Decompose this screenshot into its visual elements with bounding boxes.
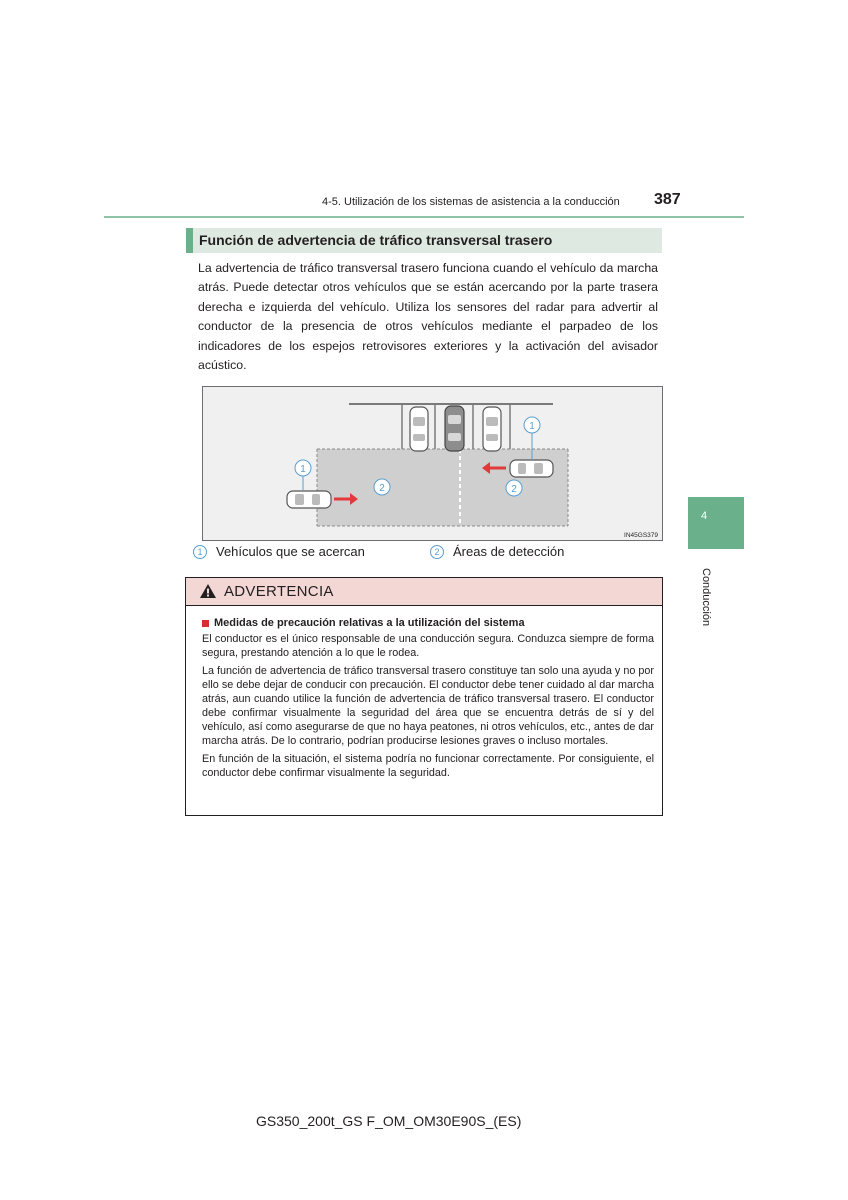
warning-title: ADVERTENCIA: [224, 583, 334, 600]
own-car-reversing: [445, 406, 464, 451]
legend-label-1: Vehículos que se acercan: [216, 544, 365, 559]
section-heading: [186, 228, 662, 253]
warning-box: [185, 577, 663, 816]
warning-body: [202, 617, 654, 784]
legend-number-1: 1: [193, 545, 207, 559]
legend-item-2: [430, 544, 564, 559]
chapter-tab-number: 4: [700, 510, 708, 522]
callout-2-left: [374, 479, 390, 495]
svg-text:2: 2: [379, 483, 385, 494]
warning-subhead-text: Medidas de precaución relativas a la utilización del sistema: [214, 617, 525, 629]
parked-car-left: [410, 407, 428, 451]
callout-2-right: [506, 480, 522, 496]
chapter-tab: [688, 497, 744, 549]
diagram-code: IN45GS379: [624, 532, 658, 539]
legend-number-2: 2: [430, 545, 444, 559]
legend-item-1: [193, 544, 365, 559]
rcta-diagram-svg: [203, 387, 664, 542]
page-number: 387: [654, 191, 681, 208]
callout-1-left: [295, 460, 311, 476]
warning-header: [186, 578, 662, 606]
warning-triangle-icon: [199, 583, 217, 599]
section-title: Función de advertencia de tráfico transversal trasero: [199, 232, 553, 248]
approaching-car-right: [510, 460, 553, 477]
warning-paragraph-3: En función de la situación, el sistema podría no funcionar correctamente. Por consiguiente, el conductor debe confirmar visualmente la seguridad.: [202, 753, 654, 779]
intro-paragraph: La advertencia de tráfico transversal trasero funciona cuando el vehículo da marcha atrás. Puede detectar otros vehículos que se están acercando por la parte trasera derecha e izquierda del vehículo. Utiliza los sensores del radar para advertir al conductor de la presencia de otros vehículos mediante el parpadeo de los indicadores de los espejos retrovisores exteriores y la activación del avisador acústico.: [198, 261, 658, 373]
warning-paragraph-1: El conductor es el único responsable de una conducción segura. Conduzca siempre de forma segura, prestando atención a lo que le rodea.: [202, 633, 654, 659]
parked-car-right: [483, 407, 501, 451]
approaching-car-left: [287, 491, 331, 508]
header-rule: [104, 216, 744, 218]
svg-text:1: 1: [529, 421, 535, 432]
warning-paragraph-2: La función de advertencia de tráfico transversal trasero constituye tan solo una ayuda y no por ello se debe dejar de conducir con precaución. El conductor debe tener cuidado al dar marcha atrás, aun cuando utilice la función de advertencia de tráfico transversal trasero. El conductor debe confirmar visualmente la seguridad del área que se encuentra detrás de sí y del vehículo, así como asegurarse de que no haya peatones, ni otros vehículos, etc., antes de dar marcha atrás. De lo contrario, podrían producirse lesiones graves o incluso mortales.: [202, 665, 654, 747]
callout-1-right: [524, 417, 540, 433]
running-header-section: 4-5. Utilización de los sistemas de asistencia a la conducción: [322, 196, 620, 208]
red-square-bullet-icon: [202, 620, 209, 627]
legend-label-2: Áreas de detección: [453, 544, 565, 559]
svg-text:2: 2: [511, 484, 517, 495]
chapter-tab-label: Conducción: [700, 568, 712, 627]
rcta-diagram: [202, 386, 663, 541]
svg-text:1: 1: [300, 464, 306, 475]
warning-subhead: [202, 617, 654, 629]
footer-document-code: GS350_200t_GS F_OM_OM30E90S_(ES): [256, 1113, 522, 1129]
